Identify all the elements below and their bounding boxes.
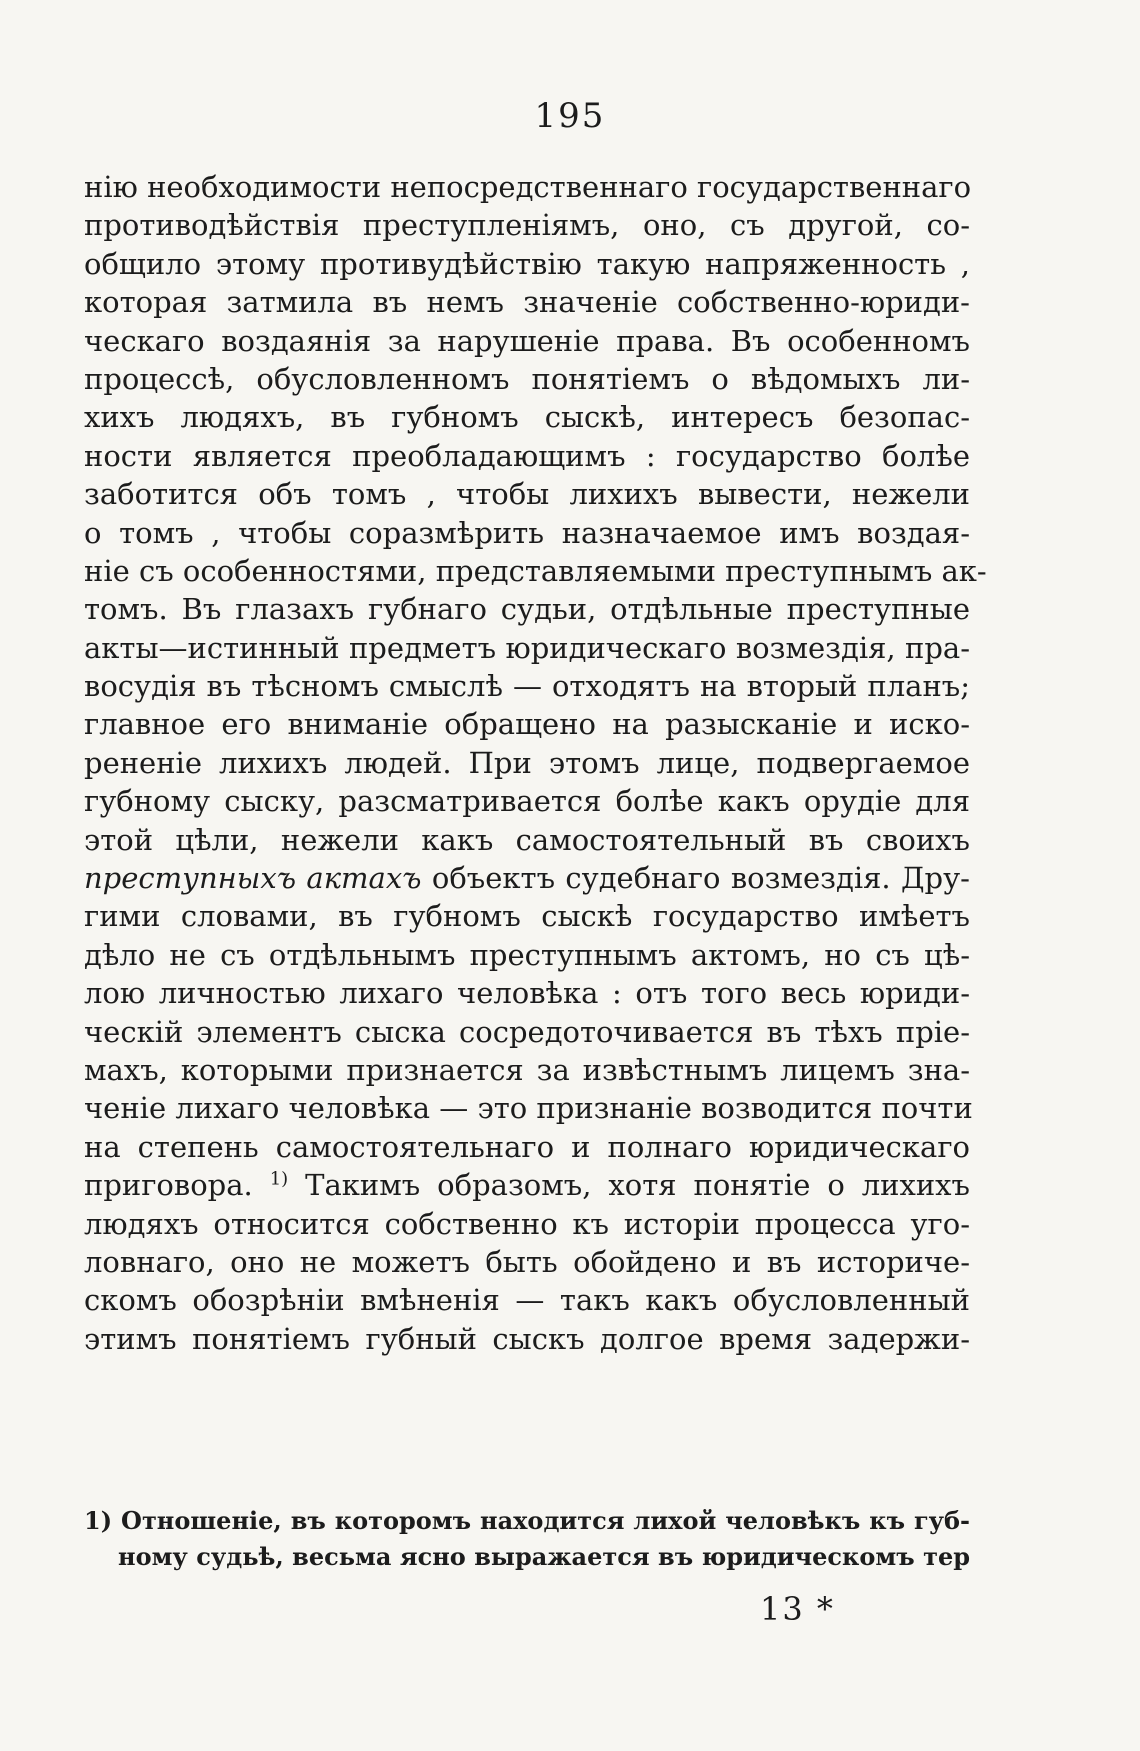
text-line: рененіе лихихъ людей. При этомъ лице, подвергаемое [84,745,970,780]
page-number: 195 [534,96,606,136]
text-line-rest: Такимъ образомъ, хотя понятіе о лихихъ [305,1168,970,1203]
text-line: нію необходимости непосредственнаго государственнаго [84,170,972,204]
text-line: заботится объ томъ , чтобы лихихъ вывести, нежели [84,477,970,512]
footnote-text: Отношеніе, въ которомъ находится лихой человѣкъ къ губ- [121,1506,970,1535]
text-line: этой цѣли, нежели какъ самостоятельный въ своихъ [84,822,970,857]
text-line: ческаго воздаянія за нарушеніе права. Въ особенномъ [84,323,970,358]
text-line: лою личностью лихаго человѣка : отъ того весь юриди- [84,976,970,1011]
text-line: о томъ , чтобы соразмѣрить назначаемое имъ воздая- [84,515,970,550]
footnote-reference[interactable]: 1) [269,1168,289,1190]
text-line: томъ. Въ глазахъ губнаго судьи, отдѣльные преступные [84,592,970,627]
text-line: процессѣ, обусловленномъ понятіемъ о вѣдомыхъ ли- [84,361,970,396]
text-line: ческій элементъ сыска сосредоточивается въ тѣхъ пріе- [84,1014,970,1049]
text-line: дѣло не съ отдѣльнымъ преступнымъ актомъ, но съ цѣ- [84,937,970,972]
text-line: этимъ понятіемъ губный сыскъ долгое время задержи- [84,1321,970,1356]
body-text [84,168,987,1358]
text-line: людяхъ относится собственно къ исторіи процесса уго- [84,1206,970,1241]
text-line: которая затмила въ немъ значеніе собственно-юриди- [84,285,970,320]
text-line: ловнаго, оно не можетъ быть обойдено и въ историче- [84,1244,970,1279]
text-line: восудія въ тѣсномъ смыслѣ — отходятъ на вторый планъ; [84,669,970,704]
text-line-with-italic [84,859,970,897]
text-line: акты—истинный предметъ юридическаго возмездія, пра- [84,630,970,665]
italic-phrase: преступныхъ актахъ [84,861,422,896]
text-line: гими словами, въ губномъ сыскѣ государство имѣетъ [84,899,970,934]
text-line: махъ, которыми признается за извѣстнымъ лицемъ зна- [84,1052,970,1087]
text-line: противодѣйствія преступленіямъ, оно, съ другой, со- [84,208,970,243]
text-line-rest: объектъ судебнаго возмездія. Дру- [431,861,970,896]
footnote [84,1503,970,1575]
text-line: ности является преобладающимъ : государство болѣе [84,438,970,473]
footnote-line: ному судьѣ, весьма ясно выражается въ юридическомъ тер [118,1542,970,1571]
text-line: на степень самостоятельнаго и полнаго юридическаго [84,1129,970,1164]
text-line: ченіе лихаго человѣка — это признаніе возводится почти [84,1091,973,1126]
signature-mark: 13 * [760,1590,835,1628]
text-line: ніе съ особенностями, представляемыми преступнымъ ак- [84,553,987,588]
text-line: губному сыску, разсматривается болѣе какъ орудіе для [84,784,970,819]
text-line: главное его вниманіе обращено на разысканіе и иско- [84,707,970,742]
text-line: скомъ обозрѣніи вмѣненія — такъ какъ обусловленный [84,1283,970,1318]
footnote-marker: 1) [84,1506,113,1535]
text-line: хихъ людяхъ, въ губномъ сыскѣ, интересъ безопас- [84,400,970,435]
text-line-with-footnote-ref [84,1166,970,1204]
text-line-start: приговора. [84,1168,253,1203]
text-line: общило этому противудѣйствію такую напряженность , [84,246,970,281]
footnote-line [84,1503,970,1539]
